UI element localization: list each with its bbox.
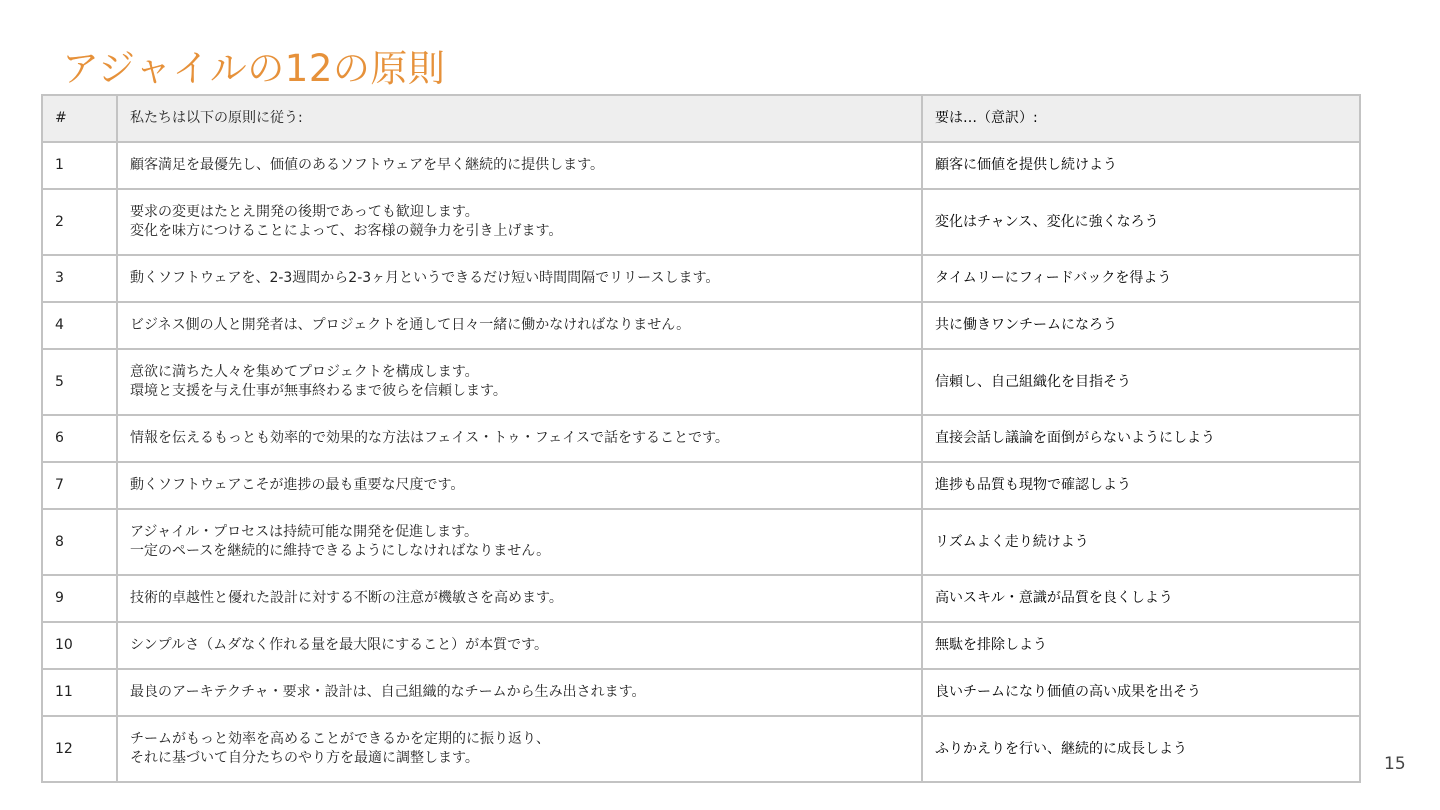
principle-line: 顧客満足を最優先し、価値のあるソフトウェアを早く継続的に提供します。 bbox=[130, 157, 605, 173]
table-row bbox=[42, 716, 1360, 782]
principle-line: 動くソフトウェアこそが進捗の最も重要な尺度です。 bbox=[130, 477, 465, 493]
principle-summary: 高いスキル・意識が品質を良くしよう bbox=[922, 575, 1360, 622]
principle-line: ビジネス側の人と開発者は、プロジェクトを通して日々一緒に働かなければなりません。 bbox=[130, 317, 691, 333]
principle-summary: 顧客に価値を提供し続けよう bbox=[922, 142, 1360, 189]
principle-text bbox=[117, 462, 922, 509]
principle-number: 8 bbox=[42, 509, 117, 575]
principle-line: それに基づいて自分たちのやり方を最適に調整します。 bbox=[130, 750, 479, 766]
table-row bbox=[42, 415, 1360, 462]
principle-number: 11 bbox=[42, 669, 117, 716]
principle-summary: 変化はチャンス、変化に強くなろう bbox=[922, 189, 1360, 255]
principle-text bbox=[117, 716, 922, 782]
principle-number: 9 bbox=[42, 575, 117, 622]
header-summary: 要は…（意訳）: bbox=[922, 95, 1360, 142]
page-number: 15 bbox=[1384, 754, 1406, 774]
principle-line: 情報を伝えるもっとも効率的で効果的な方法はフェイス・トゥ・フェイスで話をすることです。 bbox=[130, 430, 729, 446]
principle-summary: リズムよく走り続けよう bbox=[922, 509, 1360, 575]
principle-text bbox=[117, 255, 922, 302]
table-row bbox=[42, 189, 1360, 255]
principles-table bbox=[41, 94, 1361, 783]
principle-text bbox=[117, 349, 922, 415]
principle-number: 5 bbox=[42, 349, 117, 415]
principle-line: 要求の変更はたとえ開発の後期であっても歓迎します。 bbox=[130, 204, 479, 220]
principle-summary: 共に働きワンチームになろう bbox=[922, 302, 1360, 349]
principle-line: 動くソフトウェアを、2-3週間から2-3ヶ月というできるだけ短い時間間隔でリリースします。 bbox=[130, 270, 720, 286]
principle-number: 7 bbox=[42, 462, 117, 509]
principle-text bbox=[117, 142, 922, 189]
principle-line: チームがもっと効率を高めることができるかを定期的に振り返り、 bbox=[130, 731, 550, 747]
principle-line: 技術的卓越性と優れた設計に対する不断の注意が機敏さを高めます。 bbox=[130, 590, 563, 606]
principle-text bbox=[117, 415, 922, 462]
slide-title: アジャイルの12の原則 bbox=[62, 47, 446, 90]
principle-summary: 進捗も品質も現物で確認しよう bbox=[922, 462, 1360, 509]
table-row bbox=[42, 142, 1360, 189]
principle-text bbox=[117, 509, 922, 575]
principle-summary: ふりかえりを行い、継続的に成長しよう bbox=[922, 716, 1360, 782]
principle-summary: 良いチームになり価値の高い成果を出そう bbox=[922, 669, 1360, 716]
header-principle: 私たちは以下の原則に従う: bbox=[117, 95, 922, 142]
principle-line: シンプルさ（ムダなく作れる量を最大限にすること）が本質です。 bbox=[130, 637, 548, 653]
principle-number: 3 bbox=[42, 255, 117, 302]
principle-number: 4 bbox=[42, 302, 117, 349]
principle-summary: タイムリーにフィードバックを得よう bbox=[922, 255, 1360, 302]
table-header-row bbox=[42, 95, 1360, 142]
principle-line: 環境と支援を与え仕事が無事終わるまで彼らを信頼します。 bbox=[130, 383, 507, 399]
principle-line: 最良のアーキテクチャ・要求・設計は、自己組織的なチームから生み出されます。 bbox=[130, 684, 646, 700]
principle-number: 6 bbox=[42, 415, 117, 462]
principle-number: 1 bbox=[42, 142, 117, 189]
table-row bbox=[42, 462, 1360, 509]
principle-line: アジャイル・プロセスは持続可能な開発を促進します。 bbox=[130, 524, 479, 540]
table-row bbox=[42, 622, 1360, 669]
table-row bbox=[42, 575, 1360, 622]
principle-number: 10 bbox=[42, 622, 117, 669]
principle-line: 変化を味方につけることによって、お客様の競争力を引き上げます。 bbox=[130, 223, 563, 239]
principle-number: 12 bbox=[42, 716, 117, 782]
table-row bbox=[42, 509, 1360, 575]
table-row bbox=[42, 302, 1360, 349]
table-row bbox=[42, 669, 1360, 716]
principle-summary: 直接会話し議論を面倒がらないようにしよう bbox=[922, 415, 1360, 462]
principle-summary: 無駄を排除しよう bbox=[922, 622, 1360, 669]
principle-summary: 信頼し、自己組織化を目指そう bbox=[922, 349, 1360, 415]
principle-text bbox=[117, 622, 922, 669]
table-row bbox=[42, 255, 1360, 302]
principle-text bbox=[117, 575, 922, 622]
principle-line: 一定のペースを継続的に維持できるようにしなければなりません。 bbox=[130, 543, 551, 559]
principle-text bbox=[117, 669, 922, 716]
principle-line: 意欲に満ちた人々を集めてプロジェクトを構成します。 bbox=[130, 364, 479, 380]
principle-text bbox=[117, 189, 922, 255]
principle-number: 2 bbox=[42, 189, 117, 255]
table-row bbox=[42, 349, 1360, 415]
principle-text bbox=[117, 302, 922, 349]
header-number: # bbox=[42, 95, 117, 142]
